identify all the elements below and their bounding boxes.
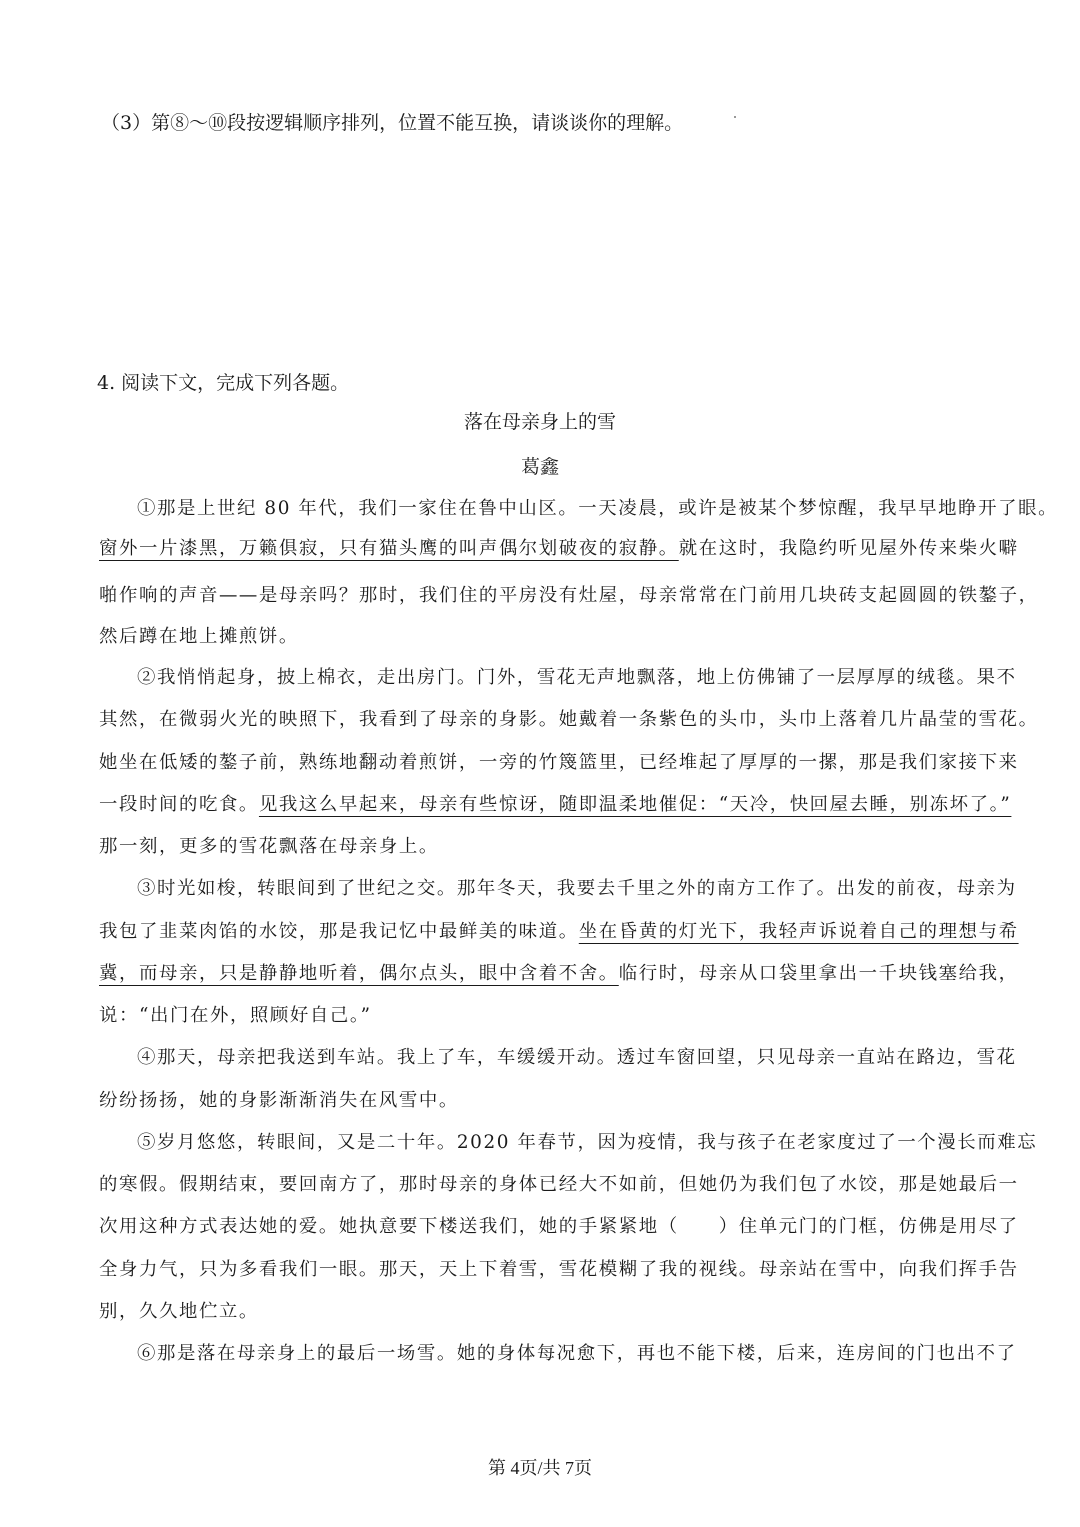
question-3: （3）第⑧～⑩段按逻辑顺序排列，位置不能互换，请谈谈你的理解。 — [101, 112, 684, 134]
question-4-heading: 4. 阅读下文，完成下列各题。 — [97, 372, 350, 394]
article-author: 葛鑫 — [520, 456, 559, 478]
paragraph-5-line: 别，久久地伫立。 — [99, 1301, 259, 1322]
paragraph-1-line: 然后蹲在地上摊煎饼。 — [99, 626, 299, 647]
paragraph-1-line: 啪作响的声音——是母亲吗？那时，我们住的平房没有灶屋，母亲常常在门前用几块砖支起圆圆的铁鏊子， — [99, 585, 1039, 606]
paragraph-1-line: ①那是上世纪 80 年代，我们一家住在鲁中山区。一天凌晨，或许是被某个梦惊醒，我早早地睁开了眼。 — [137, 498, 1059, 519]
underlined-sentence: 冀，而母亲，只是静静地听着，偶尔点头，眼中含着不舍。 — [99, 963, 619, 984]
scan-dot — [734, 116, 736, 118]
paragraph-2-line: ②我悄悄起身，披上棉衣，走出房门。门外，雪花无声地飘落，地上仿佛铺了一层厚厚的绒毯。果不 — [137, 667, 1017, 688]
paragraph-2-line: 那一刻，更多的雪花飘落在母亲身上。 — [99, 836, 439, 857]
paragraph-2-line: 一段时间的吃食。见我这么早起来，母亲有些惊讶，随即温柔地催促：“天冷，快回屋去睡，别冻坏了。” — [99, 794, 1012, 815]
paragraph-4-line: 纷纷扬扬，她的身影渐渐消失在风雪中。 — [99, 1090, 459, 1111]
underlined-sentence: 窗外一片漆黑，万籁俱寂，只有猫头鹰的叫声偶尔划破夜的寂静。 — [99, 538, 679, 559]
paragraph-5-line: ⑤岁月悠悠，转眼间，又是二十年。2020 年春节，因为疫情，我与孩子在老家度过了一个漫长而难忘 — [137, 1132, 1038, 1153]
paragraph-2-line: 她坐在低矮的鏊子前，熟练地翻动着煎饼，一旁的竹篾篮里，已经堆起了厚厚的一摞，那是我们家接下来 — [99, 752, 1019, 773]
paragraph-2-line: 其然，在微弱火光的映照下，我看到了母亲的身影。她戴着一条紫色的头巾，头巾上落着几片晶莹的雪花。 — [99, 709, 1039, 730]
page-number: 第 4页/共 7页 — [487, 1458, 592, 1478]
underlined-sentence: 见我这么早起来，母亲有些惊讶，随即温柔地催促：“天冷，快回屋去睡，别冻坏了。” — [258, 794, 1012, 815]
paragraph-4-line: ④那天，母亲把我送到车站。我上了车，车缓缓开动。透过车窗回望，只见母亲一直站在路边，雪花 — [137, 1047, 1017, 1068]
paragraph-3-line: 我包了韭菜肉馅的水饺，那是我记忆中最鲜美的味道。坐在昏黄的灯光下，我轻声诉说着自己的理想与希 — [99, 921, 1019, 942]
paragraph-3-line: 冀，而母亲，只是静静地听着，偶尔点头，眼中含着不舍。临行时，母亲从口袋里拿出一千块钱塞给我， — [99, 963, 1019, 984]
paragraph-5-line: 次用这种方式表达她的爱。她执意要下楼送我们，她的手紧紧地（ ）住单元门的门框，仿佛是用尽了 — [99, 1216, 1019, 1237]
paragraph-1-line: 窗外一片漆黑，万籁俱寂，只有猫头鹰的叫声偶尔划破夜的寂静。就在这时，我隐约听见屋外传来柴火噼 — [99, 538, 1019, 559]
paragraph-5-line: 全身力气，只为多看我们一眼。那天，天上下着雪，雪花模糊了我的视线。母亲站在雪中，向我们挥手告 — [99, 1259, 1019, 1280]
paragraph-5-line: 的寒假。假期结束，要回南方了，那时母亲的身体已经大不如前，但她仍为我们包了水饺，那是她最后一 — [99, 1174, 1019, 1195]
underlined-sentence: 坐在昏黄的灯光下，我轻声诉说着自己的理想与希 — [578, 921, 1019, 942]
article-title: 落在母亲身上的雪 — [463, 411, 616, 433]
paragraph-3-line: ③时光如梭，转眼间到了世纪之交。那年冬天，我要去千里之外的南方工作了。出发的前夜，母亲为 — [137, 878, 1017, 899]
paragraph-6-line: ⑥那是落在母亲身上的最后一场雪。她的身体每况愈下，再也不能下楼，后来，连房间的门也出不了 — [137, 1343, 1017, 1364]
paragraph-3-line: 说：“出门在外，照顾好自己。” — [99, 1005, 372, 1026]
